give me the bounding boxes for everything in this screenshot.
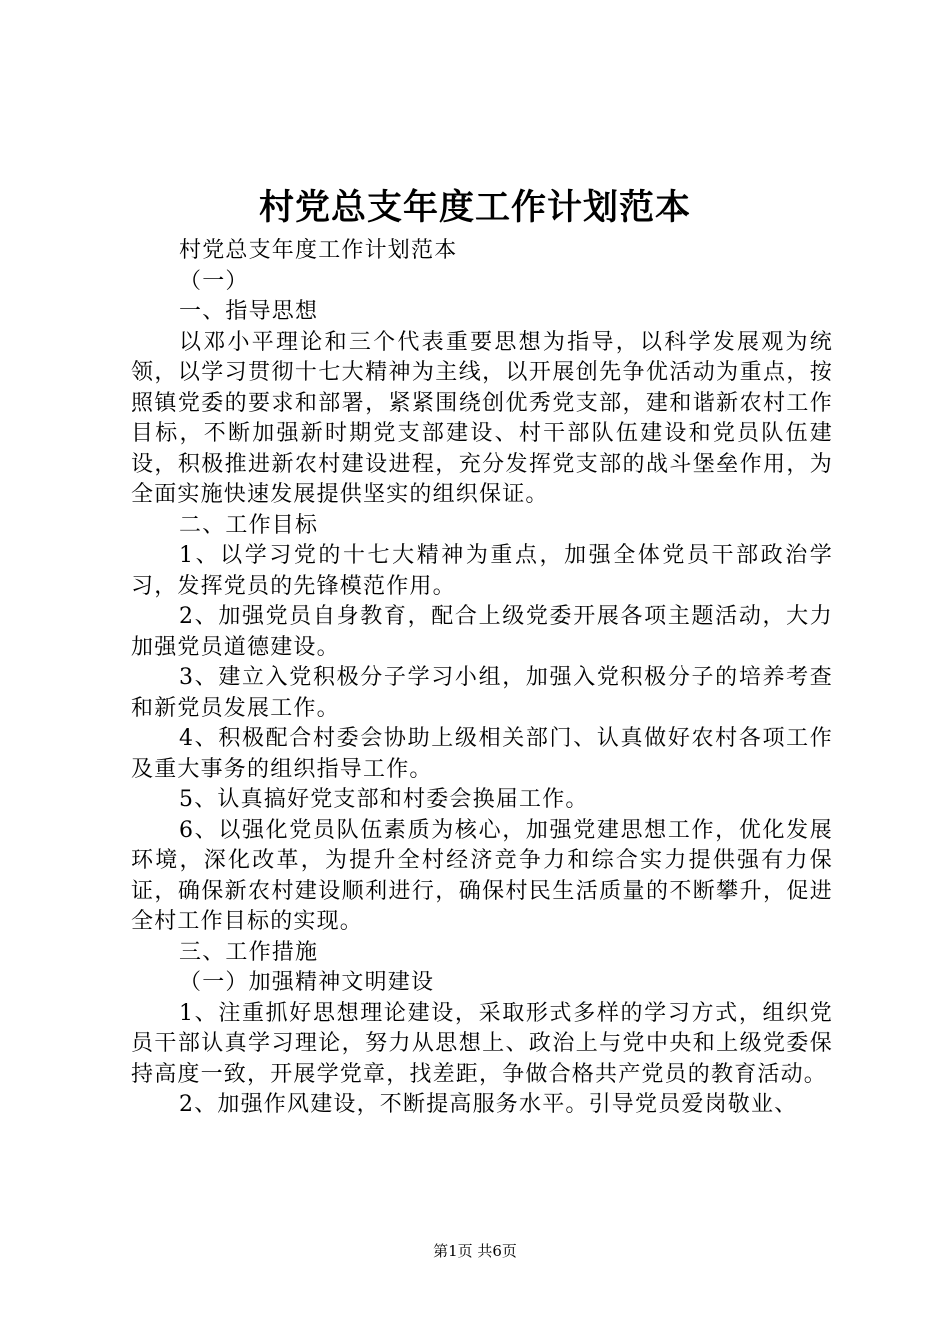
paragraph-goal-3: 3、建立入党积极分子学习小组，加强入党积极分子的培养考查和新党员发展工作。 [131,665,833,721]
paragraph-subtitle: 村党总支年度工作计划范本 [179,238,458,263]
subsection-heading-spiritual-civilization: （一）加强精神文明建设 [179,970,435,995]
paragraph-part-number: （一） [179,268,249,294]
paragraph-guiding-ideology: 以邓小平理论和三个代表重要思想为指导，以科学发展观为统领，以学习贯彻十七大精神为主线，以开展创先争优活动为重点，按照镇党委的要求和部署，紧紧围绕创优秀党支部，建和谐新农村工作目标，不断加强新时期党支部建设、村干部队伍建设和党员队伍建设，积极推进新农村建设进程，充分发挥党支部的战斗堡垒作用，为全面实施快速发展提供坚实的组织保证。 [131,329,833,507]
document-body [131,236,833,1121]
paragraph-measure-1: 1、注重抓好思想理论建设，采取形式多样的学习方式，组织党员干部认真学习理论，努力从思想上、政治上与党中央和上级党委保持高度一致，开展学党章，找差距，争做合格共产党员的教育活动。 [131,1000,833,1087]
paragraph-goal-6: 6、以强化党员队伍素质为核心，加强党建思想工作，优化发展环境，深化改革，为提升全村经济竞争力和综合实力提供强有力保证，确保新农村建设顺利进行，确保村民生活质量的不断攀升，促进全村工作目标的实现。 [131,817,833,934]
document-title: 村党总支年度工作计划范本 [258,187,691,228]
paragraph-goal-2: 2、加强党员自身教育，配合上级党委开展各项主题活动，大力加强党员道德建设。 [131,604,833,660]
section-heading-guiding-ideology: 一、指导思想 [179,299,319,324]
section-heading-work-measures: 三、工作措施 [179,939,319,965]
page-footer: 第1页 共6页 [433,1242,517,1260]
paragraph-measure-2: 2、加强作风建设，不断提高服务水平。引导党员爱岗敬业、 [179,1092,798,1117]
paragraph-goal-5: 5、认真搞好党支部和村委会换届工作。 [179,787,589,812]
paragraph-goal-4: 4、积极配合村委会协助上级相关部门、认真做好农村各项工作及重大事务的组织指导工作。 [131,726,833,782]
section-heading-work-goals: 二、工作目标 [179,512,319,538]
paragraph-goal-1: 1、以学习党的十七大精神为重点，加强全体党员干部政治学习，发挥党员的先锋模范作用。 [131,543,833,599]
